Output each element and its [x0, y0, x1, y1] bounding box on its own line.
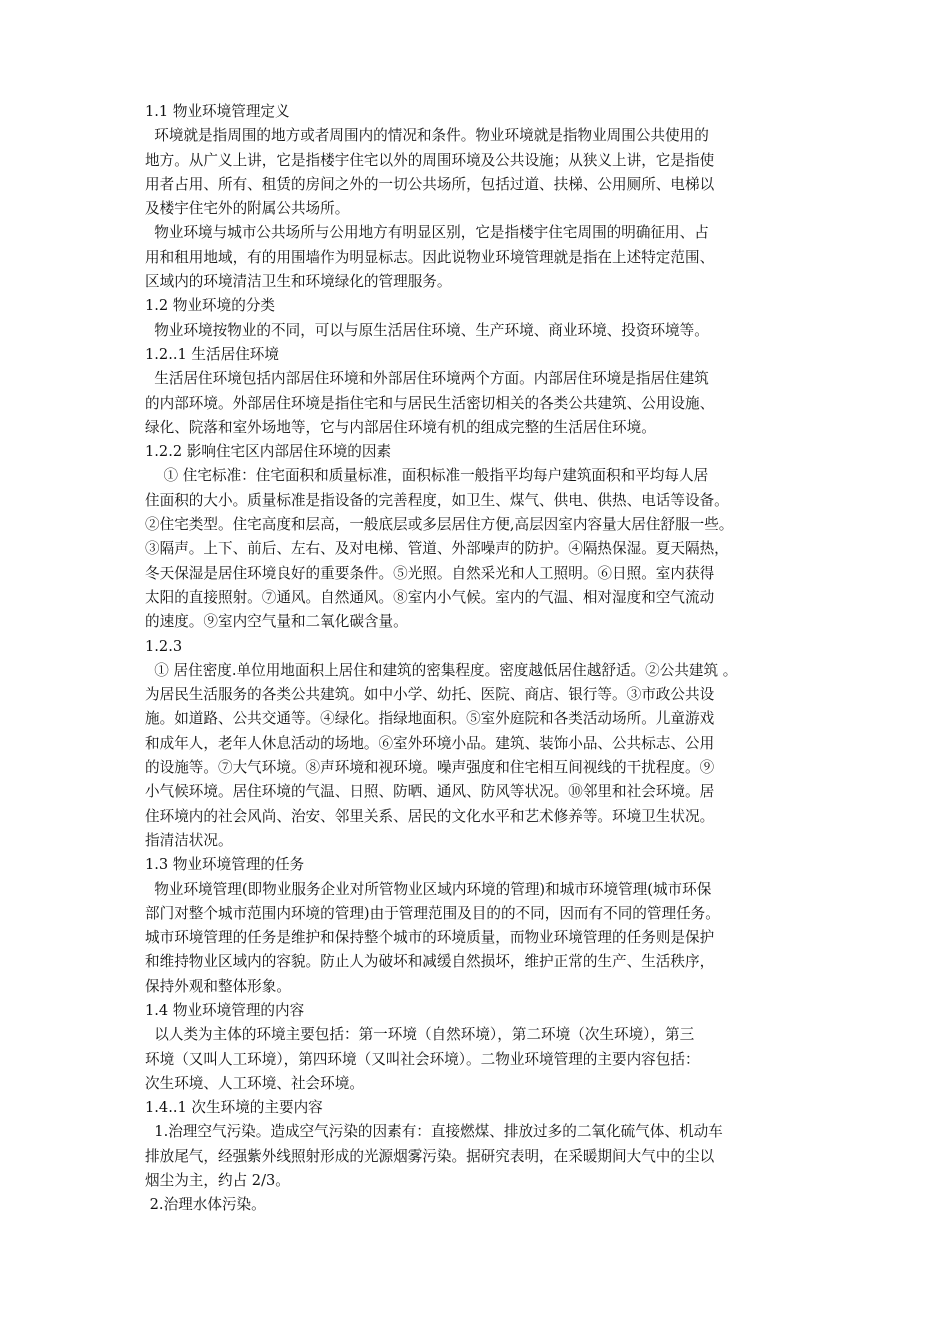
text-line: 保持外观和整体形象。: [145, 977, 291, 995]
text-line: 太阳的直接照射。⑦通风。自然通风。⑧室内小气候。室内的气温、相对湿度和空气流动: [145, 588, 715, 606]
text-line: 1.1 物业环境管理定义: [145, 103, 290, 120]
text-line: 的设施等。⑦大气环境。⑧声环境和视环境。噪声强度和住宅相互间视线的干扰程度。⑨: [145, 759, 715, 777]
text-line: 地方。从广义上讲，它是指楼宇住宅以外的周围环境及公共设施；从狭义上讲，它是指使: [145, 151, 715, 169]
text-line: 指清洁状况。: [145, 831, 233, 849]
text-line: 用和租用地域，有的用围墙作为明显标志。因此说物业环境管理就是指在上述特定范围、: [145, 248, 715, 266]
text-line: ③隔声。上下、前后、左右、及对电梯、管道、外部噪声的防护。④隔热保湿。夏天隔热，: [145, 540, 729, 558]
text-line: 的内部环境。外部居住环境是指住宅和与居民生活密切相关的各类公共建筑、公用设施、: [145, 394, 715, 412]
text-line: 住环境内的社会风尚、治安、邻里关系、居民的文化水平和艺术修养等。环境卫生状况。: [145, 807, 715, 825]
text-line: 的速度。⑨室内空气量和二氧化碳含量。: [145, 613, 408, 631]
text-line: 1.治理空气污染。造成空气污染的因素有：直接燃煤、排放过多的二氧化硫气体、机动车: [145, 1123, 723, 1141]
text-line: 排放尾气，经强紫外线照射形成的光源烟雾污染。据研究表明，在采暖期间大气中的尘以: [145, 1147, 715, 1165]
text-line: 物业环境按物业的不同，可以与原生活居住环境、生产环境、商业环境、投资环境等。: [145, 321, 709, 339]
text-line: 和成年人，老年人休息活动的场地。⑥室外环境小品。建筑、装饰小品、公共标志、公用: [145, 734, 715, 752]
text-line: 和维持物业区域内的容貌。防止人为破坏和减缓自然损坏，维护正常的生产、生活秩序，: [145, 953, 715, 971]
text-line: 绿化、院落和室外场地等，它与内部居住环境有机的组成完整的生活居住环境。: [145, 418, 656, 436]
text-line: 烟尘为主，约占 2/3。: [145, 1172, 290, 1190]
text-line: 冬天保湿是居住环境良好的重要条件。⑤光照。自然采光和人工照明。⑥日照。室内获得: [145, 564, 715, 582]
text-line: 住面积的大小。质量标准是指设备的完善程度，如卫生、煤气、供电、供热、电话等设备。: [145, 491, 729, 509]
text-line: 2.治理水体污染。: [145, 1196, 266, 1214]
document-body: [145, 100, 813, 1218]
text-line: 生活居住环境包括内部居住环境和外部居住环境两个方面。内部居住环境是指居住建筑: [145, 370, 709, 388]
text-line: 环境就是指周围的地方或者周围内的情况和条件。物业环境就是指物业周围公共使用的: [145, 127, 709, 145]
text-line: 1.3 物业环境管理的任务: [145, 856, 305, 874]
text-line: 1.2.2 影响住宅区内部居住环境的因素: [145, 443, 392, 461]
text-line: 1.4 物业环境管理的内容: [145, 1001, 305, 1019]
text-line: 1.2 物业环境的分类: [145, 297, 276, 315]
text-line: ②住宅类型。住宅高度和层高，一般底层或多层居住方便,高层因室内容量大居住舒服一些。: [145, 516, 734, 534]
text-line: 城市环境管理的任务是维护和保持整个城市的环境质量，而物业环境管理的任务则是保护: [145, 929, 715, 947]
text-line: 物业环境管理(即物业服务企业对所管物业区域内环境的管理)和城市环境管理(城市环保: [145, 880, 712, 898]
text-line: 区域内的环境清洁卫生和环境绿化的管理服务。: [145, 273, 452, 291]
text-line: 用者占用、所有、租赁的房间之外的一切公共场所，包括过道、扶梯、公用厕所、电梯以: [145, 175, 715, 193]
text-line: 1.2.3: [145, 637, 183, 655]
text-line: 施。如道路、公共交通等。④绿化。指绿地面积。⑤室外庭院和各类活动场所。儿童游戏: [145, 710, 715, 728]
text-line: 以人类为主体的环境主要包括：第一环境（自然环境），第二环境（次生环境），第三: [145, 1026, 695, 1044]
text-line: 环境（又叫人工环境），第四环境（又叫社会环境）。二物业环境管理的主要内容包括：: [145, 1050, 700, 1068]
text-line: ① 住宅标准：住宅面积和质量标准，面积标准一般指平均每户建筑面积和平均每人居: [145, 467, 709, 485]
text-line: ① 居住密度.单位用地面积上居住和建筑的密集程度。密度越低居住越舒适。②公共建筑 。: [145, 661, 738, 679]
text-line: 次生环境、人工环境、社会环境。: [145, 1074, 364, 1092]
text-line: 及楼宇住宅外的附属公共场所。: [145, 200, 350, 218]
text-line: 小气候环境。居住环境的气温、日照、防晒、通风、防风等状况。⑩邻里和社会环境。居: [145, 783, 715, 801]
text-line: 物业环境与城市公共场所与公用地方有明显区别，它是指楼宇住宅周围的明确征用、占: [145, 224, 709, 242]
text-line: 1.4..1 次生环境的主要内容: [145, 1099, 323, 1117]
text-line: 为居民生活服务的各类公共建筑。如中小学、幼托、医院、商店、银行等。③市政公共设: [145, 686, 715, 704]
text-line: 部门对整个城市范围内环境的管理)由于管理范围及目的的不同，因而有不同的管理任务。: [145, 904, 720, 922]
text-line: 1.2..1 生活居住环境: [145, 345, 279, 363]
